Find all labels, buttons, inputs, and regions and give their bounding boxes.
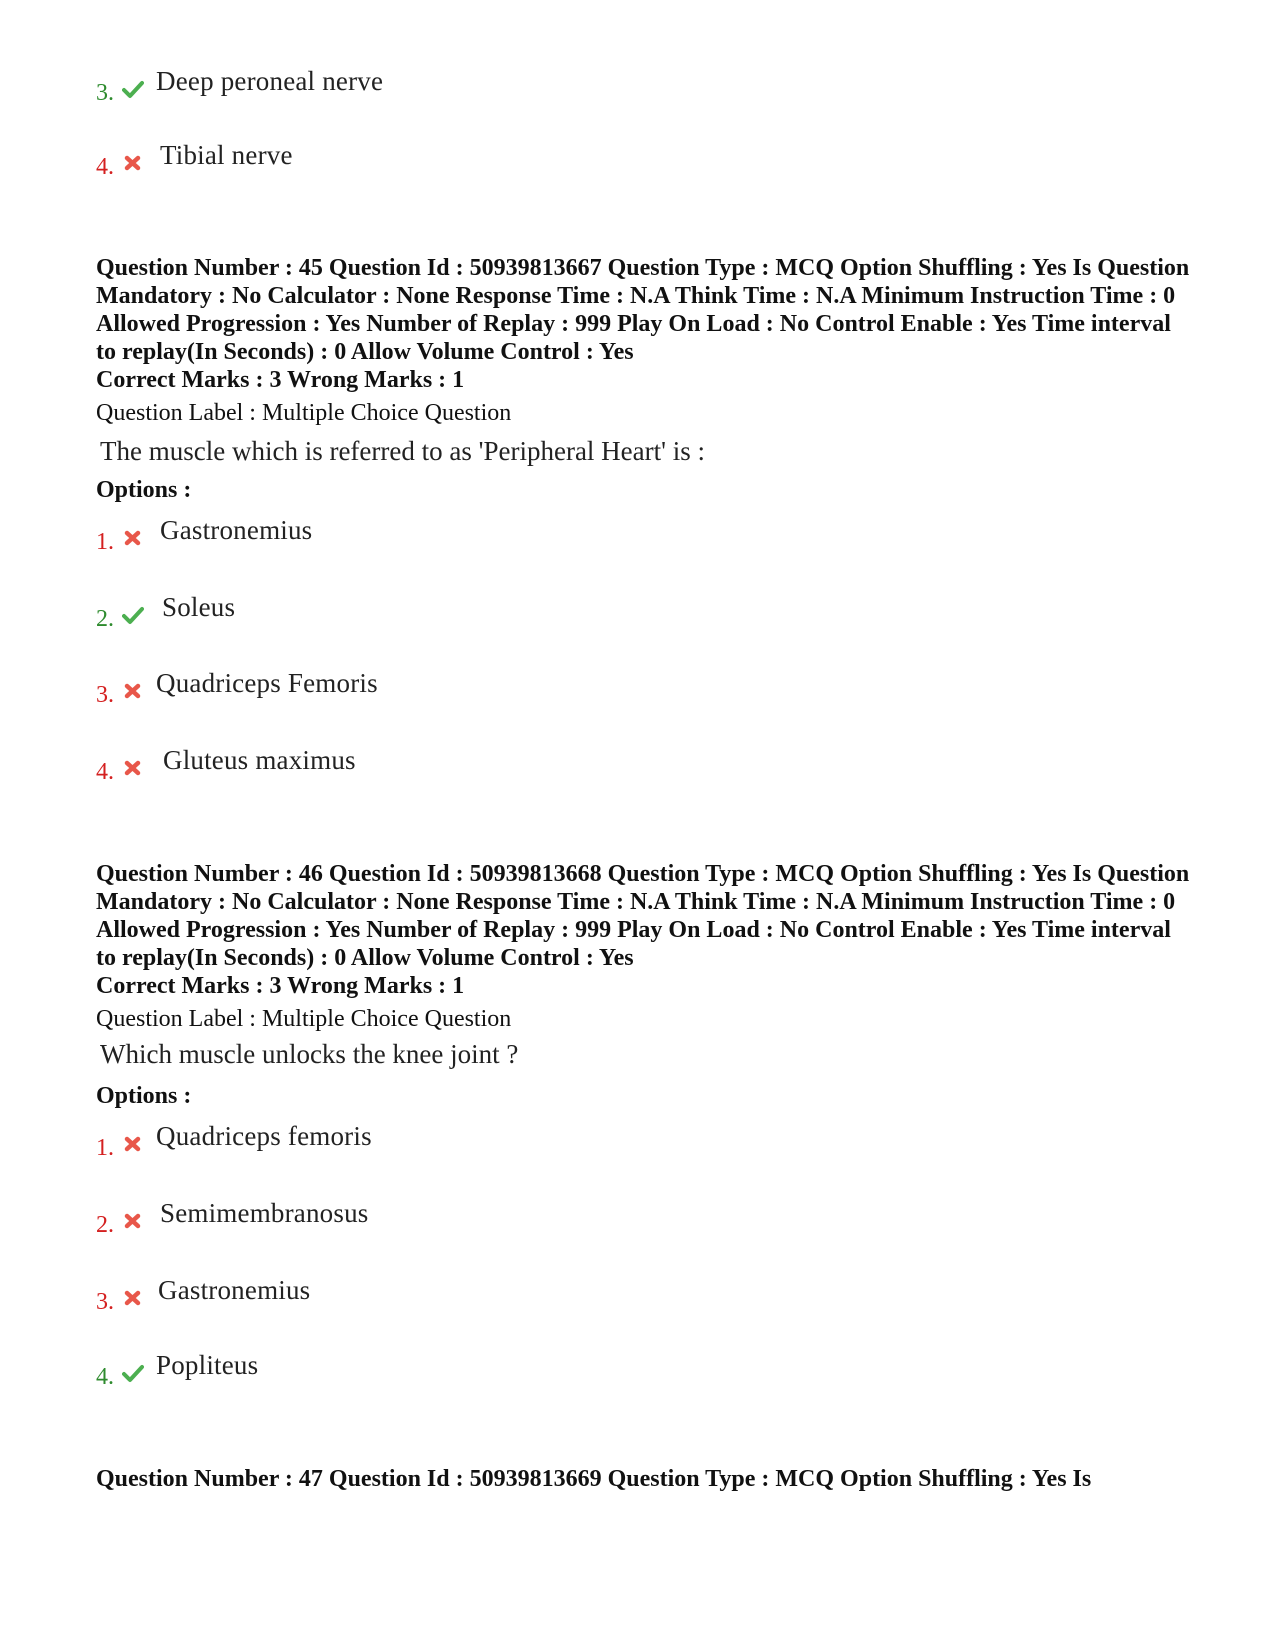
option-item [96, 1121, 996, 1161]
option-number: 1. [96, 529, 114, 555]
option-number: 4. [96, 154, 114, 180]
check-icon [122, 604, 144, 626]
option-item [96, 745, 996, 785]
option-text: Popliteus [156, 1350, 259, 1380]
option-item [96, 592, 996, 632]
option-item [96, 1198, 996, 1238]
cross-icon [122, 1133, 144, 1155]
check-icon [122, 78, 144, 100]
cross-icon [122, 757, 144, 779]
option-number: 3. [96, 80, 114, 106]
option-text: Soleus [162, 592, 236, 622]
question-label: Question Label : Multiple Choice Question [96, 400, 512, 426]
option-number: 4. [96, 759, 114, 785]
question-meta: Question Number : 46 Question Id : 50939813668 Question Type : MCQ Option Shuffling : Yes Is Question Mandatory : No Calculator : None Response Time : N.A Think Time : N.A Minimum Instruction Time : 0 Allowed Progression : Yes Number of Replay : 999 Play On Load : No Control Enable : Yes Time interval to replay(In Seconds) : 0 Allow Volume Control : Yes [96, 861, 1190, 971]
option-item [96, 515, 996, 555]
option-item [96, 1350, 996, 1390]
option-text: Semimembranosus [160, 1198, 369, 1228]
question-marks: Correct Marks : 3 Wrong Marks : 1 [96, 973, 465, 999]
option-text: Quadriceps femoris [156, 1121, 372, 1151]
option-number: 4. [96, 1364, 114, 1390]
options-heading: Options : [96, 477, 192, 503]
question-text: The muscle which is referred to as 'Peripheral Heart' is : [100, 436, 706, 466]
check-icon [122, 1362, 144, 1384]
option-item [96, 668, 996, 708]
option-text: Tibial nerve [160, 140, 293, 170]
question-text: Which muscle unlocks the knee joint ? [100, 1039, 519, 1069]
option-number: 3. [96, 1289, 114, 1315]
question-meta: Question Number : 45 Question Id : 50939813667 Question Type : MCQ Option Shuffling : Yes Is Question Mandatory : No Calculator : None Response Time : N.A Think Time : N.A Minimum Instruction Time : 0 Allowed Progression : Yes Number of Replay : 999 Play On Load : No Control Enable : Yes Time interval to replay(In Seconds) : 0 Allow Volume Control : Yes [96, 255, 1190, 365]
cross-icon [122, 1287, 144, 1309]
option-number: 2. [96, 606, 114, 632]
option-item [96, 66, 996, 106]
cross-icon [122, 680, 144, 702]
cross-icon [122, 1210, 144, 1232]
cross-icon [122, 527, 144, 549]
cross-icon [122, 152, 144, 174]
options-heading: Options : [96, 1083, 192, 1109]
question-meta: Question Number : 47 Question Id : 50939813669 Question Type : MCQ Option Shuffling : Yes Is [96, 1466, 1092, 1492]
option-text: Deep peroneal nerve [156, 66, 384, 96]
option-text: Quadriceps Femoris [156, 668, 378, 698]
option-text: Gastronemius [158, 1275, 311, 1305]
option-number: 3. [96, 682, 114, 708]
option-number: 2. [96, 1212, 114, 1238]
option-item [96, 1275, 996, 1315]
question-label: Question Label : Multiple Choice Question [96, 1006, 512, 1032]
option-text: Gluteus maximus [163, 745, 356, 775]
option-text: Gastronemius [160, 515, 313, 545]
question-marks: Correct Marks : 3 Wrong Marks : 1 [96, 367, 465, 393]
option-number: 1. [96, 1135, 114, 1161]
option-item [96, 140, 996, 180]
